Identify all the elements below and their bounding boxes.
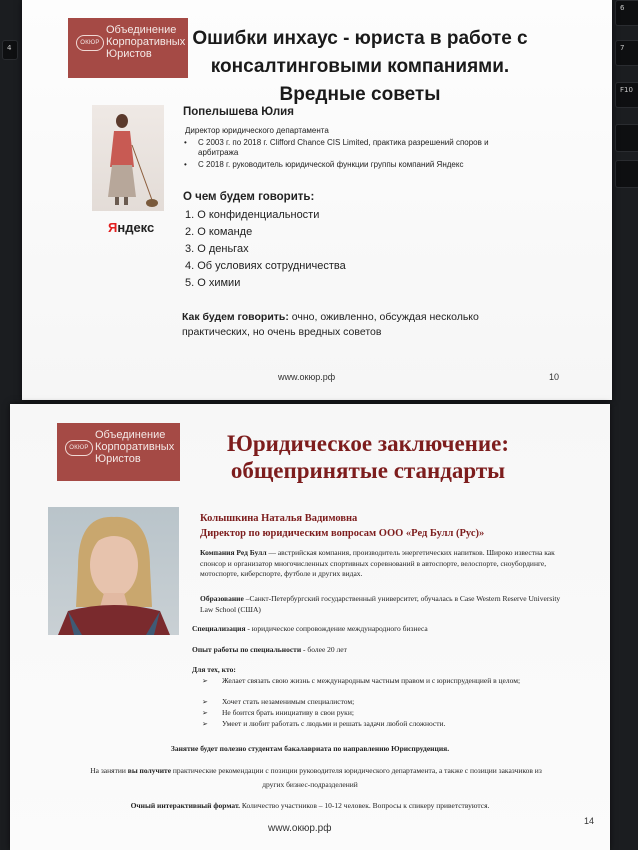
bio-bullet: • С 2018 г. руководитель юридической функции группы компаний Яндекс [185, 160, 525, 170]
page-number: 14 [584, 816, 595, 826]
keyboard-key: 4 [2, 40, 18, 60]
audience-item: ➢ Не боится брать инициативу в свои руки; [222, 708, 562, 719]
keyboard-key [615, 160, 638, 188]
logo-text: Объединение Корпоративных Юристов [95, 429, 175, 465]
topic-item: 1. О конфиденциальности [185, 209, 320, 221]
site-url: www.окюр.рф [278, 372, 336, 382]
education-text: Образование –Санкт-Петербургский государственный университет, обучалась в Case Western Reserve University Law School (США) [200, 594, 561, 614]
site-url: www.окюр.рф [268, 823, 332, 834]
page-number: 10 [549, 372, 560, 382]
benefits-text-cont: других бизнес-подразделений [262, 780, 358, 789]
topics-heading: О чем будем говорить: [183, 191, 315, 203]
topic-item: 3. О деньгах [185, 243, 249, 255]
experience-text: Опыт работы по специальности - более 20 лет [192, 645, 347, 654]
specialization-text: Специализация - юридическое сопровождение международного бизнеса [192, 624, 428, 633]
audience-label: Для тех, кто: [192, 665, 236, 674]
logo-badge: ОКЮР [65, 440, 93, 456]
topic-item: 5. О химии [185, 277, 241, 289]
company-description: Компания Ред Булл — австрийская компания, производитель энергетических напитков. Широко известна как спонсор и организатор многочисленных спортивных соревнований в автоспорте, велоспорте, сноубординге, мотоспорте, киберспорте, футболе и других видах. [200, 548, 555, 578]
speaker-position: Директор по юридическим вопросам ООО «Ред Булл (Рус)» [200, 528, 485, 539]
speaker-photo [92, 105, 164, 211]
speaker-name: Попелышева Юлия [183, 106, 294, 118]
speaker-role: Директор юридического департамента [185, 126, 329, 135]
audience-item: ➢ Желает связать свою жизнь с международным частным правом и с юриспруденцией в целом; [222, 676, 562, 687]
topic-item: 2. О команде [185, 226, 253, 238]
benefits-text: На занятии вы получите практические рекомендации с позиции руководителя юридического департамента, а также с позиции заказчиков из [90, 766, 542, 775]
slide-title: Юридическое заключение: общепринятые стандарты [226, 431, 510, 483]
okyur-logo [68, 18, 188, 78]
yandex-logo: Яндекс [108, 220, 155, 235]
bio-bullet: • С 2003 г. по 2018 г. Clifford Chance CIS Limited, практика разрешений споров и арбитража [185, 138, 525, 158]
topic-item: 4. Об условиях сотрудничества [185, 260, 346, 272]
speaker-photo [48, 507, 179, 635]
audience-item: ➢ Хочет стать незаменимым специалистом; [222, 697, 562, 708]
keyboard-key: 7 [615, 40, 638, 66]
format-text: Очный интерактивный формат. Количество участников – 10-12 человек. Вопросы к спикеру приветствуются. [130, 801, 490, 810]
keyboard-key: F10 [615, 82, 638, 108]
logo-text: Объединение Корпоративных Юристов [106, 24, 186, 60]
format-description: Как будем говорить: очно, оживленно, обсуждая несколько практических, но очень вредных советов [182, 311, 479, 338]
audience-item: ➢ Умеет и любит работать с людьми и решать задачи любой сложности. [222, 719, 562, 730]
keyboard-key: 6 [615, 0, 638, 26]
slide-title: Ошибки инхаус - юриста в работе с консалтинговыми компаниями. Вредные советы [192, 28, 528, 105]
keyboard-key [615, 124, 638, 152]
speaker-name: Колышкина Наталья Вадимовна [200, 513, 358, 524]
target-audience-note: Занятие будет полезно студентам бакалавриата по направлению Юриспруденция. [170, 744, 450, 753]
logo-badge: ОКЮР [76, 35, 104, 51]
okyur-logo [57, 423, 180, 481]
